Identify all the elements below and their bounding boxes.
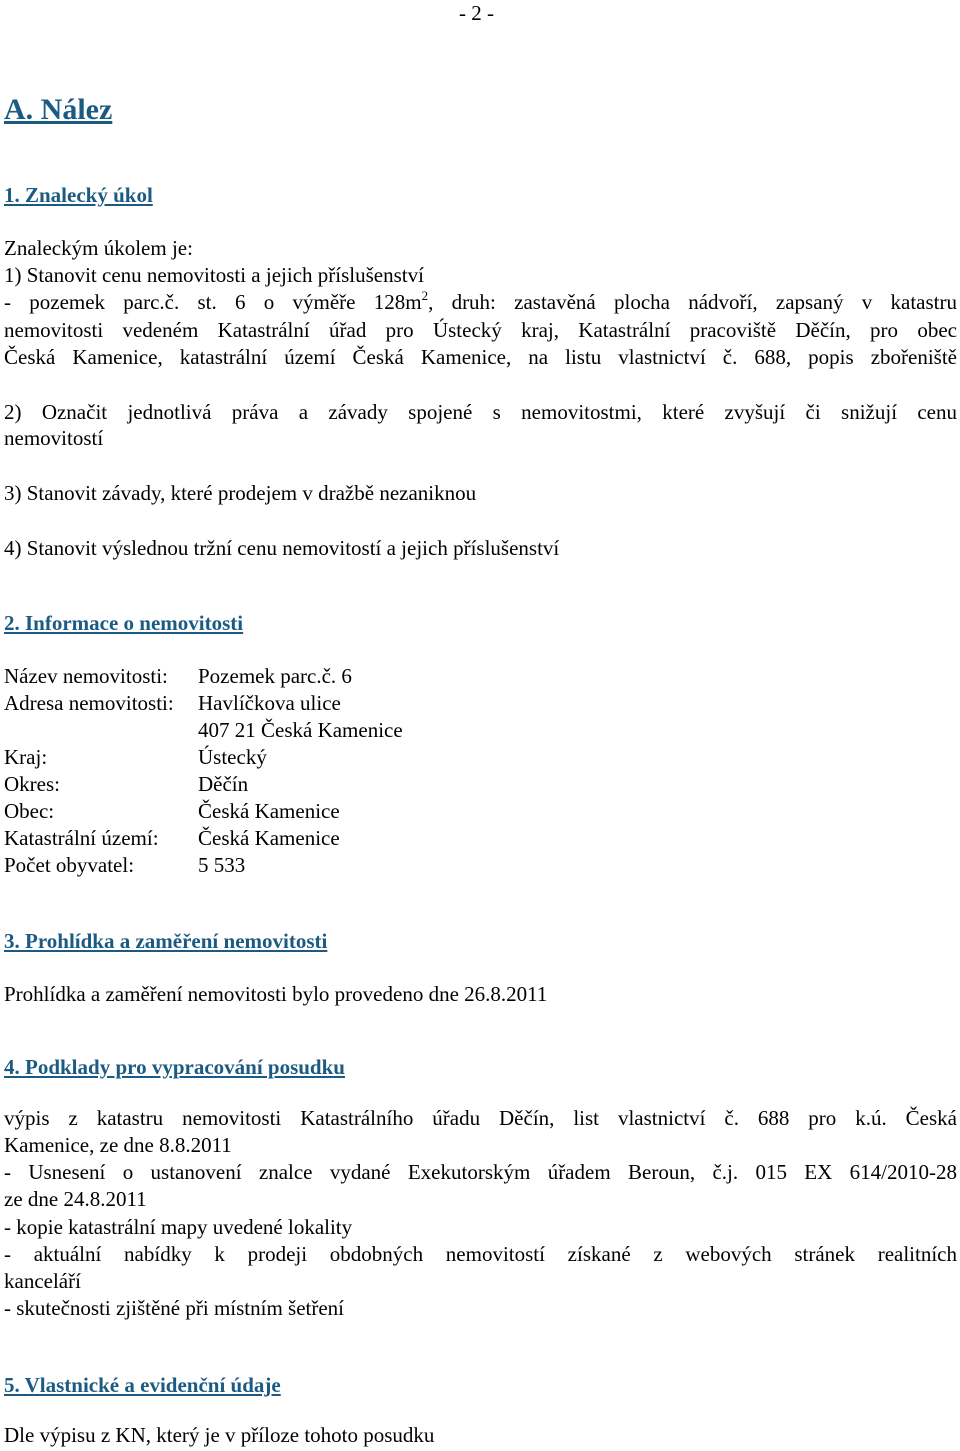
section1-item2-line2: nemovitostí <box>4 426 104 450</box>
section1-intro: Znaleckým úkolem je: <box>4 236 193 260</box>
section4-line4: ze dne 24.8.2011 <box>4 1187 147 1211</box>
info-label: Obec: <box>4 799 55 823</box>
section1-item3: 3) Stanovit závady, které prodejem v dražbě nezaniknou <box>4 481 477 505</box>
section4-line7: kanceláří <box>4 1269 81 1293</box>
info-value: Česká Kamenice <box>198 799 340 823</box>
section1-item1-line4: Česká Kamenice, katastrální území Česká Kamenice, na listu vlastnictví č. 688, popis zbořeniště <box>4 345 957 369</box>
section4-line2: Kamenice, ze dne 8.8.2011 <box>4 1133 232 1157</box>
info-label: Adresa nemovitosti: <box>4 691 174 715</box>
info-label: Katastrální území: <box>4 826 159 850</box>
section2-title: 2. Informace o nemovitosti <box>4 611 244 635</box>
section4-line1: výpis z katastru nemovitosti Katastrálního úřadu Děčín, list vlastnictví č. 688 pro k.ú. Česká <box>4 1106 957 1130</box>
page-number: - 2 - <box>459 1 494 25</box>
info-value: Havlíčkova ulice <box>198 691 341 715</box>
section4-line3: - Usnesení o ustanovení znalce vydané Exekutorským úřadem Beroun, č.j. 015 EX 614/2010-28 <box>4 1160 957 1184</box>
section1-title: 1. Znalecký úkol <box>4 183 153 207</box>
section1-item1-line3: nemovitosti vedeném Katastrální úřad pro Ústecký kraj, Katastrální pracoviště Děčín, pro obec <box>4 318 957 342</box>
info-value: Česká Kamenice <box>198 826 340 850</box>
info-label: Název nemovitosti: <box>4 664 168 688</box>
info-value: 5 533 <box>198 853 246 877</box>
section5-title: 5. Vlastnické a evidenční údaje <box>4 1373 281 1397</box>
section3-title: 3. Prohlídka a zaměření nemovitosti <box>4 929 328 953</box>
superscript-2: 2 <box>421 288 429 303</box>
section3-text: Prohlídka a zaměření nemovitosti bylo provedeno dne 26.8.2011 <box>4 982 548 1006</box>
info-label: Kraj: <box>4 745 48 769</box>
section1-item1-line1: 1) Stanovit cenu nemovitosti a jejich příslušenství <box>4 263 424 287</box>
section4-line6: - aktuální nabídky k prodeji obdobných nemovitostí získané z webových stránek realitních <box>4 1242 957 1266</box>
section4-title: 4. Podklady pro vypracování posudku <box>4 1055 345 1079</box>
section4-line5: - kopie katastrální mapy uvedené lokality <box>4 1215 353 1239</box>
section1-item4: 4) Stanovit výslednou tržní cenu nemovitostí a jejich příslušenství <box>4 536 560 560</box>
section4-line8: - skutečnosti zjištěné při místním šetření <box>4 1296 345 1320</box>
info-value: Ústecký <box>198 745 267 769</box>
heading-nalez: A. Nález <box>4 93 113 126</box>
info-value: 407 21 Česká Kamenice <box>198 718 403 742</box>
info-value: Pozemek parc.č. 6 <box>198 664 352 688</box>
info-value: Děčín <box>198 772 249 796</box>
info-label: Okres: <box>4 772 60 796</box>
item1-line2-part-a: - pozemek parc.č. st. 6 o výměře 128m <box>4 290 422 314</box>
section5-text: Dle výpisu z KN, který je v příloze tohoto posudku <box>4 1423 435 1447</box>
section1-item1-line2 <box>4 289 957 316</box>
section1-item2-line1: 2) Označit jednotlivá práva a závady spojené s nemovitostmi, které zvyšují či snižují cenu <box>4 400 957 424</box>
item1-line2-part-b: , druh: zastavěná plocha nádvoří, zapsaný v katastru <box>428 290 957 314</box>
info-label: Počet obyvatel: <box>4 853 135 877</box>
